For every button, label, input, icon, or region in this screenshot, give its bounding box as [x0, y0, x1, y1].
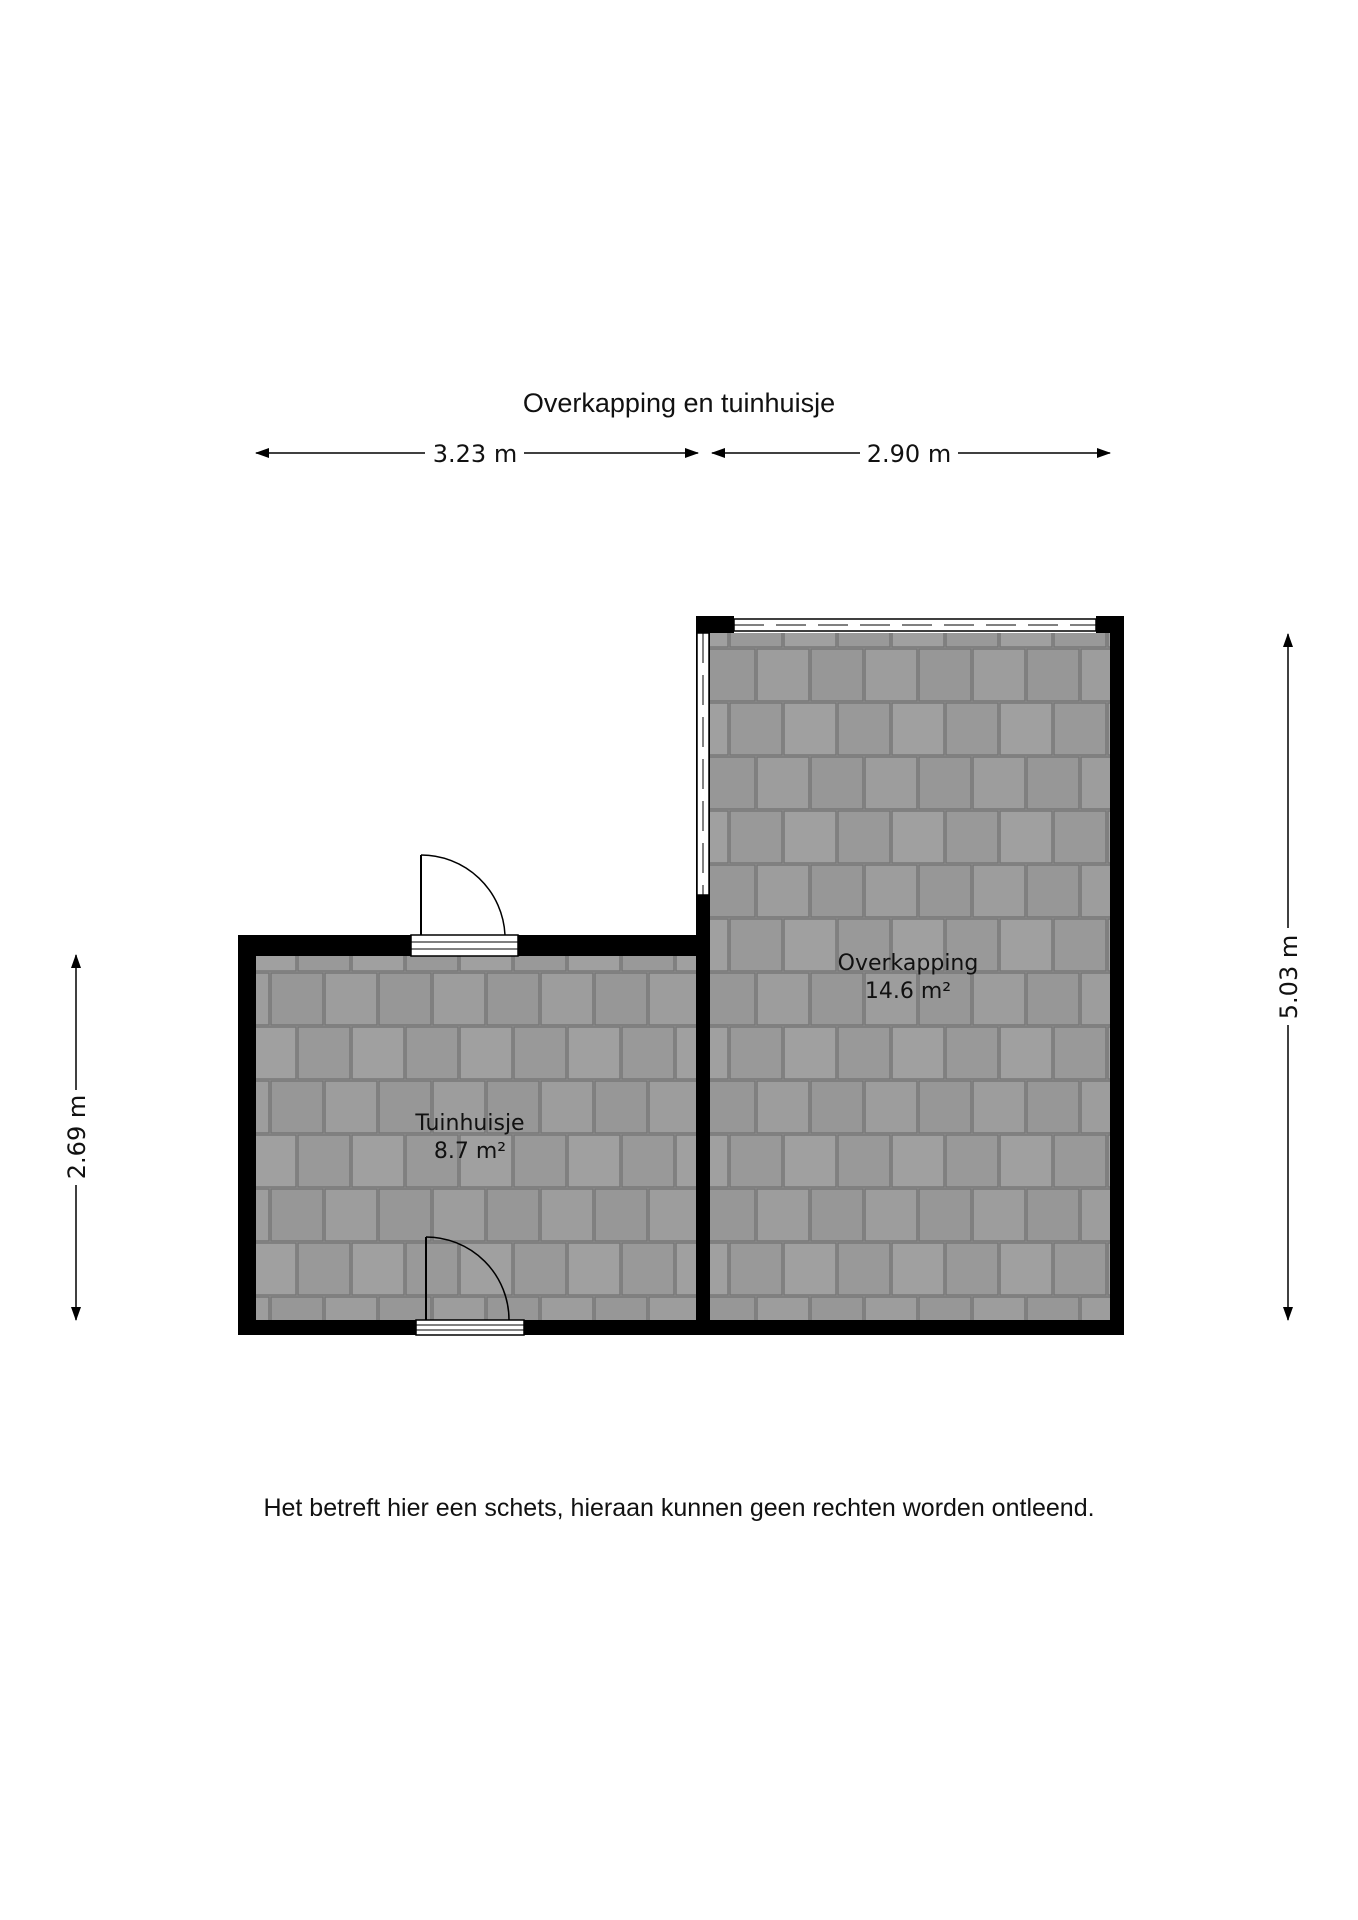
- dimension-right: [1275, 634, 1303, 1320]
- overkapping-floor: [710, 633, 1110, 1320]
- plan-title: Overkapping en tuinhuisje: [522, 388, 836, 418]
- dimension-label-right: 5.03 m: [1275, 934, 1303, 1020]
- dimension-label-left: 2.69 m: [63, 1094, 91, 1180]
- dimension-label-top-right: 2.90 m: [866, 440, 952, 468]
- room-label-tuinhuisje: Tuinhuisje: [415, 1111, 525, 1136]
- dimension-left: [63, 955, 91, 1320]
- room-area-overkapping: 14.6 m²: [864, 979, 952, 1004]
- room-area-tuinhuisje: 8.7 m²: [433, 1139, 507, 1164]
- top-door: [411, 855, 518, 956]
- disclaimer-text: Het betreft hier een schets, hieraan kunnen geen rechten worden ontleend.: [263, 1494, 1095, 1522]
- tuinhuisje-floor: [256, 956, 698, 1320]
- dimension-label-top-left: 3.23 m: [432, 440, 518, 468]
- dimension-top-left: [256, 440, 698, 468]
- room-label-overkapping: Overkapping: [837, 951, 979, 976]
- dimension-top-right: [712, 440, 1110, 468]
